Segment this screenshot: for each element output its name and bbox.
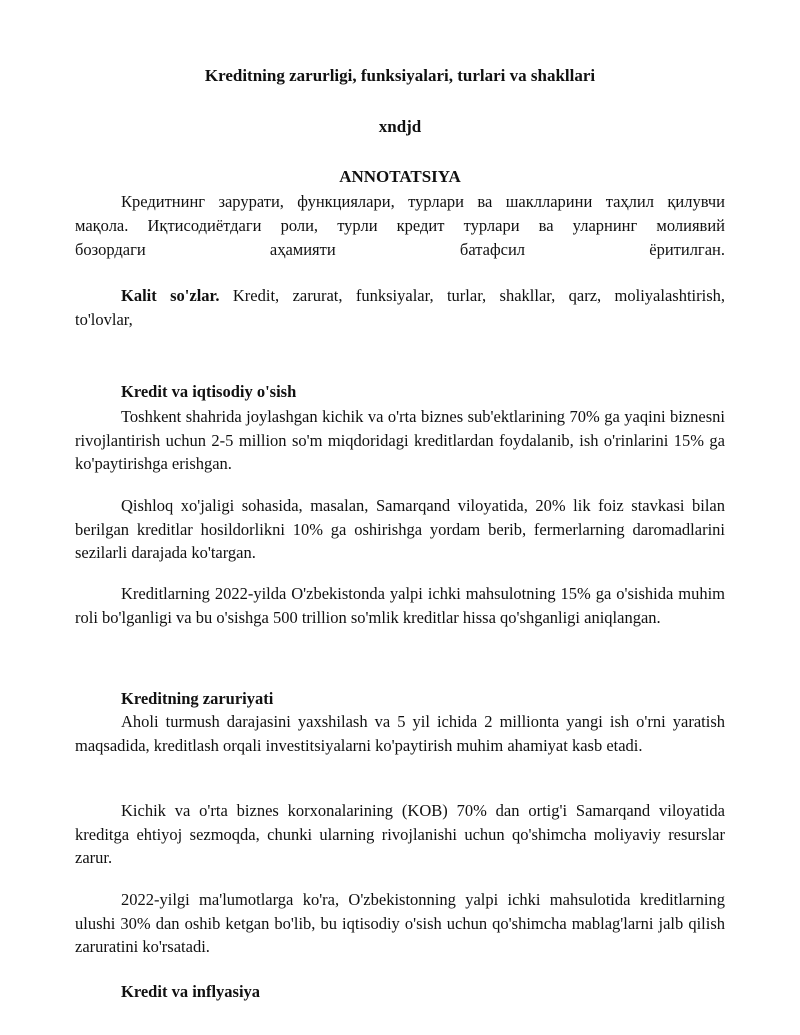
annotation-word: ёритилган. [649, 240, 725, 259]
keywords-text: Kredit, zarurat, funksiyalar, turlar, shakllar, qarz, moliyalashtirish, [219, 286, 725, 305]
keywords-label: Kalit so'zlar. [121, 286, 220, 305]
annotation-word: аҳамияти [269, 240, 336, 259]
section-heading: Kreditning zaruriyati [121, 689, 274, 708]
keywords-line-1 [121, 284, 725, 308]
section-heading: Kredit va inflyasiya [121, 982, 261, 1001]
paragraph: Aholi turmush darajasini yaxshilash va 5 yil ichida 2 millionta yangi ish o'rni yaratish maqsadida, kreditlash orqali investitsiyalarni ko'paytirish muhim ahamiyat kasb etadi. [75, 712, 725, 755]
annotation-line-2: мақола. Иқтисодиётдаги роли, турли кредит турлари ва уларнинг молиявий [75, 216, 725, 235]
paragraph: 2022-yilgi ma'lumotlarga ko'ra, O'zbekistonning yalpi ichki mahsulotida kreditlarning ulushi 30% dan oshib ketgan bo'lib, bu iqtisodiy o'sish uchun qo'shimcha mablag'larni jalb qilish zaruratini ko'rsatadi. [75, 890, 725, 956]
document-title: Kreditning zarurligi, funksiyalari, turlari va shakllari [204, 66, 596, 85]
author-name: xndjd [378, 117, 422, 136]
annotation-word: батафсил [459, 240, 526, 259]
paragraph: Kichik va o'rta biznes korxonalarining (KOB) 70% dan ortig'i Samarqand viloyatida kreditga ehtiyoj sezmoqda, chunki ularning rivojlanishi uchun qo'shimcha moliyaviy resurslar zarur. [75, 801, 725, 867]
paragraph: Toshkent shahrida joylashgan kichik va o'rta biznes sub'ektlarining 70% ga yaqini biznesni rivojlantirish uchun 2-5 million so'm miqdoridagi kreditlardan foydalanib, ish o'rinlarini 15% ga ko'paytirishga erishgan. [75, 407, 725, 473]
paragraph: Qishloq xo'jaligi sohasida, masalan, Samarqand viloyatida, 20% lik foiz stavkasi bilan berilgan kreditlar hosildorlikni 10% ga oshirishga yordam berib, fermerlarning daromadlarini sezilarli darajada ko'targan. [75, 496, 725, 562]
keywords-line-2: to'lovlar, [75, 310, 133, 329]
annotation-word: бозордаги [75, 240, 146, 259]
annotation-line-3 [75, 238, 725, 262]
section-heading: Kredit va iqtisodiy o'sish [121, 382, 297, 401]
paragraph: Kreditlarning 2022-yilda O'zbekistonda yalpi ichki mahsulotning 15% ga o'sishida muhim roli bo'lganligi va bu o'sishga 500 trillion so'mlik kreditlar hissa qo'shganligi aniqlangan. [75, 584, 725, 627]
annotation-line-1: Кредитнинг зарурати, функциялари, турлари ва шаклларини таҳлил қилувчи [121, 192, 725, 211]
annotation-heading: ANNOTATSIYA [339, 167, 461, 186]
